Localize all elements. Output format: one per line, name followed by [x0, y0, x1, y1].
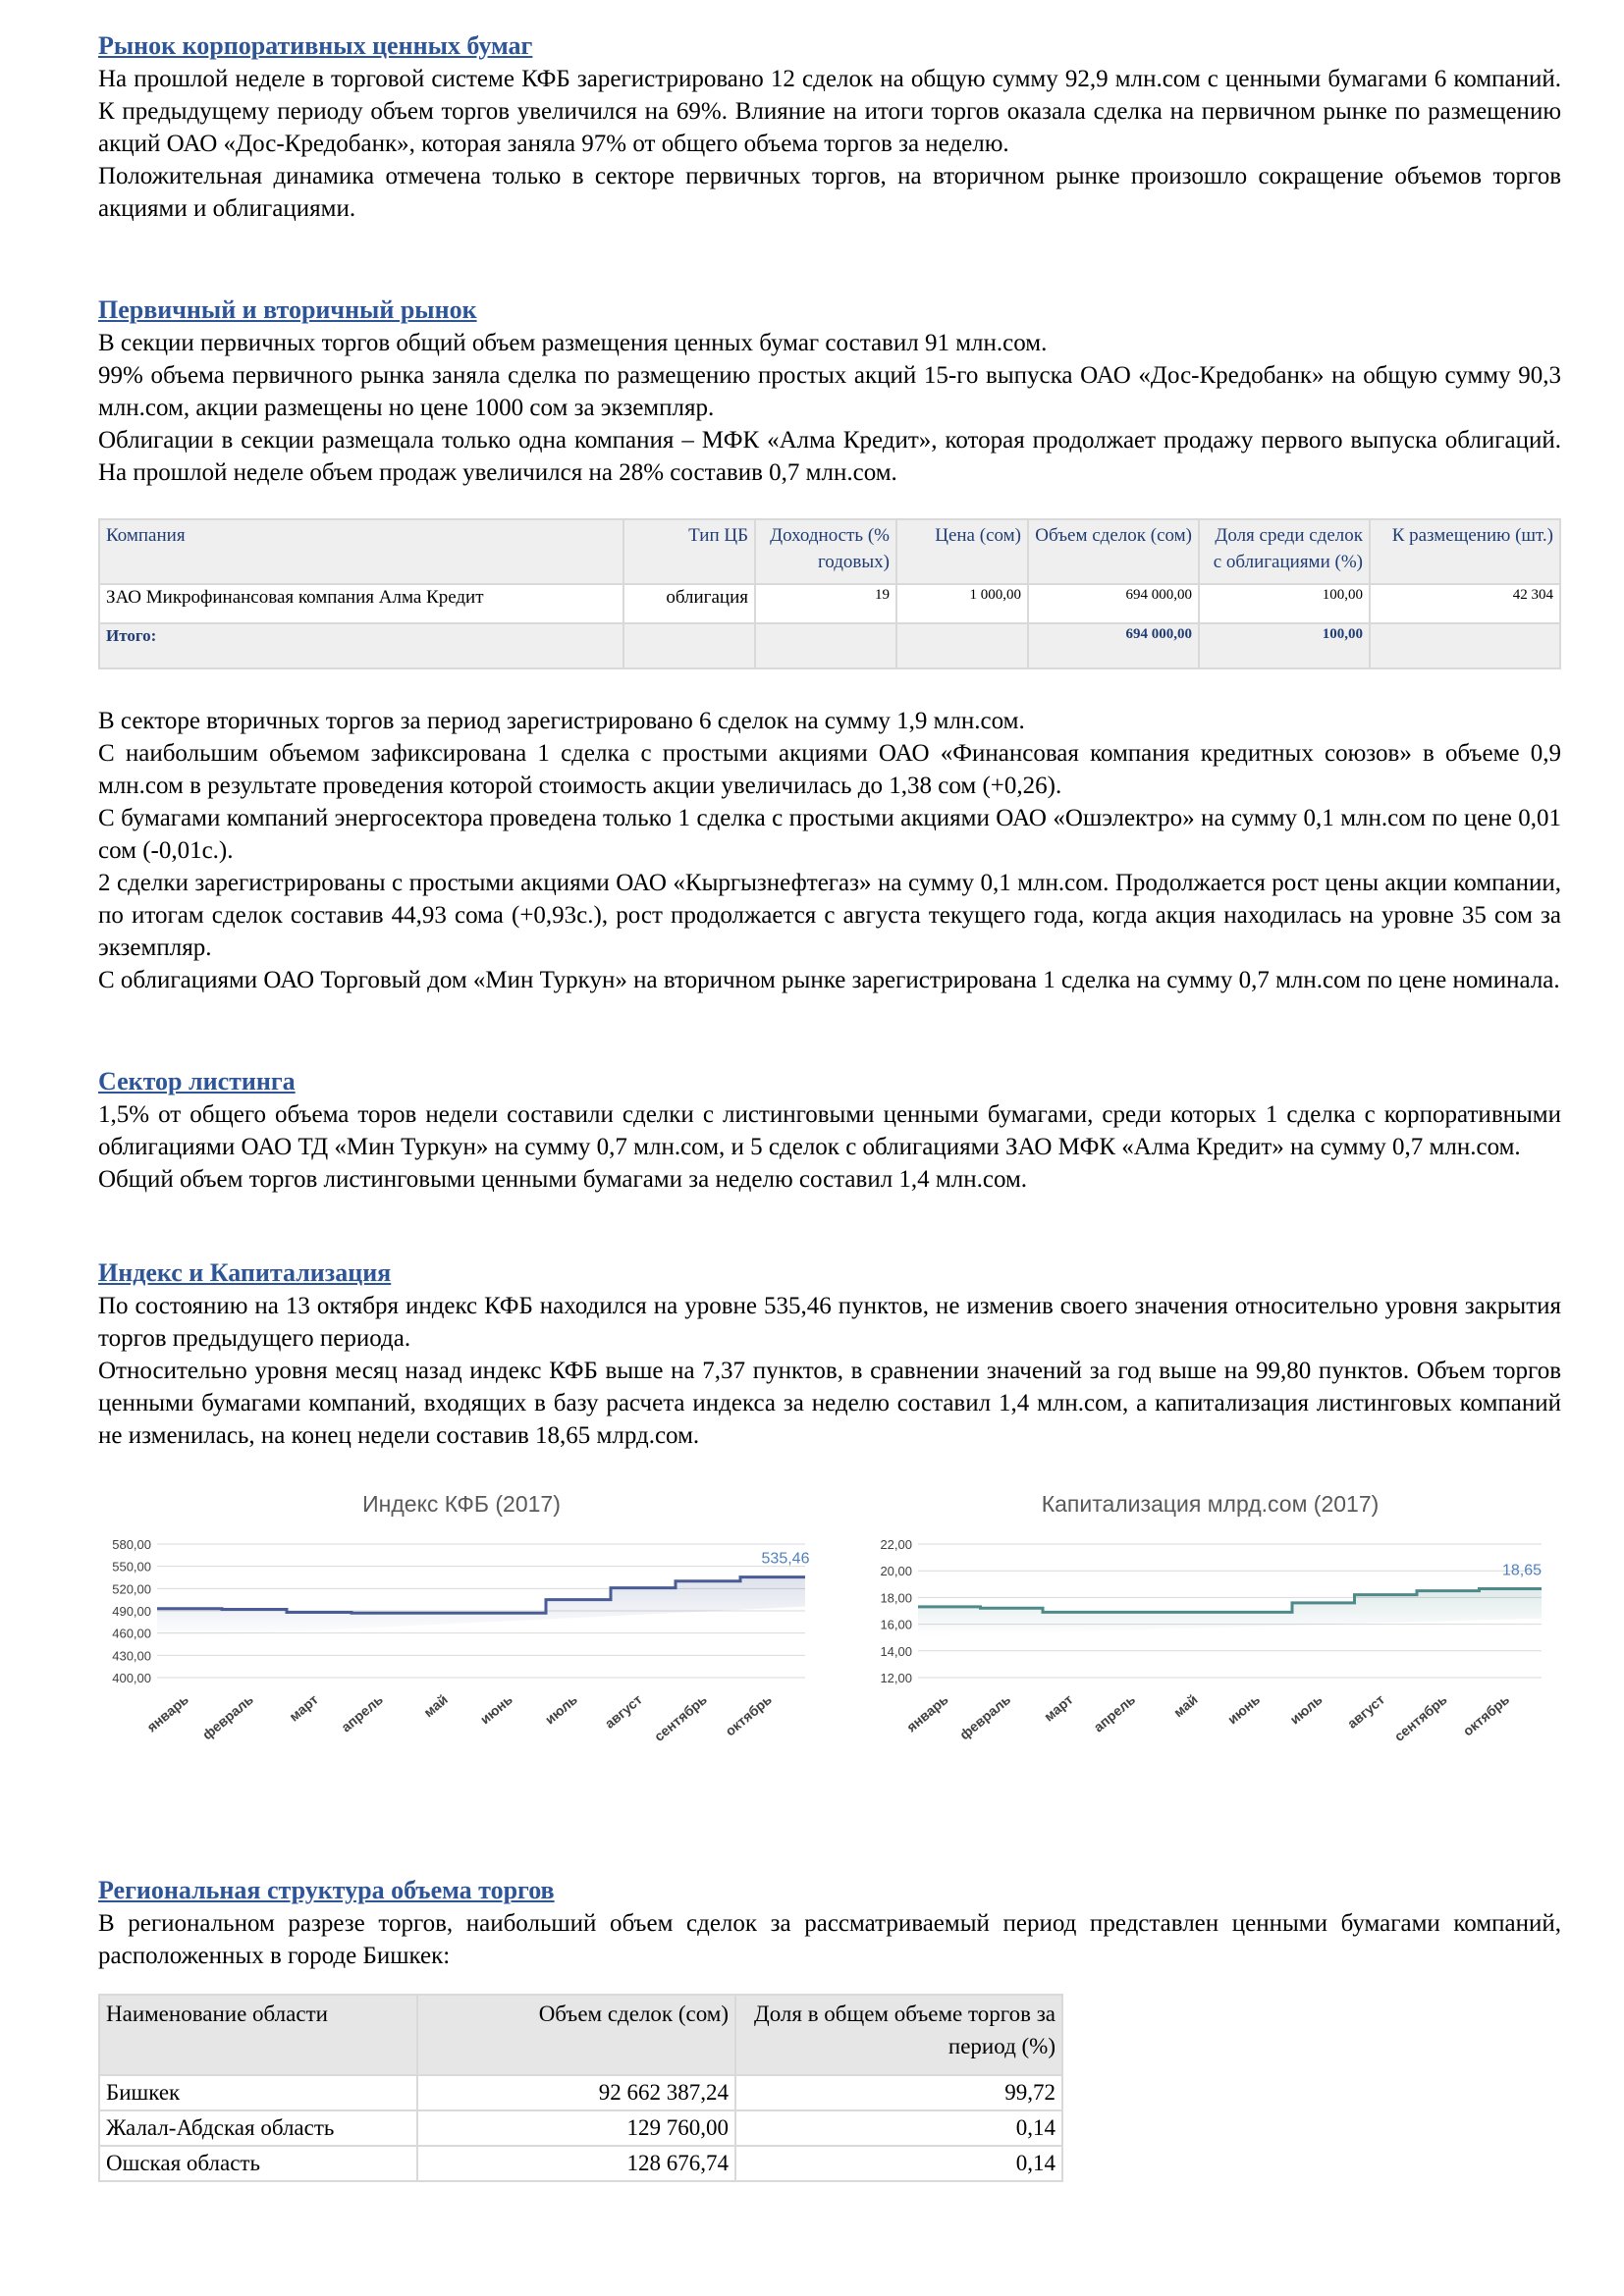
- x-tick-label: январь: [903, 1691, 951, 1735]
- table-cell: 128 676,74: [417, 2146, 735, 2181]
- table-cell: Итого:: [99, 623, 623, 668]
- table-row: [99, 2146, 1062, 2181]
- x-tick-label: июль: [1286, 1691, 1326, 1728]
- table-cell: ЗАО Микрофинансовая компания Алма Кредит: [99, 584, 623, 623]
- y-tick-label: 430,00: [112, 1648, 151, 1664]
- x-tick-label: август: [601, 1691, 645, 1732]
- table-cell: Ошская область: [99, 2146, 417, 2181]
- y-tick-label: 18,00: [880, 1590, 912, 1606]
- paragraph: 2 сделки зарегистрированы с простыми акциями ОАО «Кыргызнефтегаз» на сумму 0,1 млн.сом. Продолжается рост цены акции компании, по итогам сделок составив 44,93 сома (+0,93с.), рост продолжается с августа текущего года, когда акция находилась на уровне 35 сом за экземпляр.: [98, 870, 1561, 961]
- table-cell: 42 304: [1370, 584, 1560, 623]
- table-row: [99, 584, 1560, 623]
- table-cell: Бишкек: [99, 2075, 417, 2110]
- section-title: Сектор листинга: [98, 1067, 296, 1095]
- x-tick-label: сентябрь: [1390, 1691, 1450, 1744]
- x-tick-label: август: [1343, 1691, 1388, 1732]
- col-header: Компания: [99, 519, 623, 584]
- table-cell: [1370, 623, 1560, 668]
- paragraph: Облигации в секции размещала только одна компания – МФК «Алма Кредит», которая продолжает продажу первого выпуска облигаций. На прошлой неделе объем продаж увеличился на 28% составив 0,7 млн.сом.: [98, 427, 1561, 486]
- x-tick-label: март: [1040, 1691, 1076, 1725]
- table-cell: [623, 623, 755, 668]
- table-cell: 99,72: [735, 2075, 1062, 2110]
- y-tick-label: 14,00: [880, 1643, 912, 1659]
- paragraph: Общий объем торгов листинговыми ценными бумагами за неделю составил 1,4 млн.сом.: [98, 1166, 1028, 1193]
- col-header: Доля среди сделок с облигациями (%): [1199, 519, 1370, 584]
- x-tick-label: февраль: [956, 1691, 1014, 1743]
- paragraph: С облигациями ОАО Торговый дом «Мин Туркун» на вторичном рынке зарегистрирована 1 сделка на сумму 0,7 млн.сом по цене номинала.: [98, 967, 1560, 993]
- last-value-label: 535,46: [761, 1550, 810, 1568]
- section-corporate-market: [98, 29, 1561, 225]
- col-header: Доходность (% годовых): [755, 519, 896, 584]
- charts-row: [98, 1491, 1561, 1815]
- table-cell: 100,00: [1199, 584, 1370, 623]
- section-title: Региональная структура объема торгов: [98, 1876, 555, 1904]
- index-chart-svg: [98, 1530, 825, 1815]
- section-title: Рынок корпоративных ценных бумаг: [98, 31, 533, 60]
- series-shadow: [157, 1577, 805, 1638]
- x-tick-label: октябрь: [722, 1691, 775, 1739]
- col-header: Доля в общем объеме торгов за период (%): [735, 1995, 1062, 2075]
- chart-title: Индекс КФБ (2017): [362, 1491, 561, 1517]
- x-tick-label: июнь: [1224, 1691, 1264, 1728]
- x-tick-label: июнь: [476, 1691, 515, 1728]
- document-page: [98, 29, 1561, 2182]
- y-tick-label: 20,00: [880, 1564, 912, 1579]
- paragraph: В региональном разрезе торгов, наибольший объем сделок за рассматриваемый период представлен ценными бумагами компаний, расположенных в городе Бишкек:: [98, 1910, 1561, 1969]
- y-tick-label: 550,00: [112, 1559, 151, 1575]
- y-tick-label: 460,00: [112, 1626, 151, 1641]
- table-cell: 19: [755, 584, 896, 623]
- y-tick-label: 16,00: [880, 1617, 912, 1632]
- col-header: Тип ЦБ: [623, 519, 755, 584]
- col-header: Объем сделок (сом): [1028, 519, 1199, 584]
- table-total-row: [99, 623, 1560, 668]
- paragraph: По состоянию на 13 октября индекс КФБ находился на уровне 535,46 пунктов, не изменив своего значения относительно уровня закрытия торгов предыдущего периода.: [98, 1293, 1561, 1352]
- paragraph: С наибольшим объемом зафиксирована 1 сделка с простыми акциями ОАО «Финансовая компания кредитных союзов» в объеме 0,9 млн.сом в результате проведения которой стоимость акции увеличилась до 1,38 сом (+0,26).: [98, 740, 1561, 799]
- table-row: [99, 2110, 1062, 2146]
- x-tick-label: февраль: [198, 1691, 256, 1743]
- paragraph: С бумагами компаний энергосектора проведена только 1 сделка с простыми акциями ОАО «Ошэлектро» на сумму 0,1 млн.сом по цене 0,01 сом (-0,01с.).: [98, 805, 1561, 864]
- paragraph: Положительная динамика отмечена только в секторе первичных торгов, на вторичном рынке произошло сокращение объемов торгов акциями и облигациями.: [98, 163, 1561, 222]
- x-tick-label: январь: [143, 1691, 191, 1735]
- section-index-capitalization: [98, 1256, 1561, 1452]
- y-tick-label: 400,00: [112, 1671, 151, 1685]
- last-value-label: 18,65: [1501, 1562, 1543, 1579]
- x-tick-label: май: [1170, 1691, 1201, 1721]
- table-cell: [755, 623, 896, 668]
- y-tick-label: 520,00: [112, 1581, 151, 1597]
- capitalization-chart: [859, 1491, 1561, 1815]
- table-cell: Жалал-Абдская область: [99, 2110, 417, 2146]
- y-tick-label: 22,00: [880, 1537, 912, 1552]
- col-header: К размещению (шт.): [1370, 519, 1560, 584]
- y-tick-label: 12,00: [880, 1671, 912, 1685]
- paragraph: На прошлой неделе в торговой системе КФБ зарегистрировано 12 сделок на общую сумму 92,9 млн.сом с ценными бумагами 6 компаний. К предыдущему периоду объем торгов увеличился на 69%. Влияние на итоги торгов оказала сделка на первичном рынке по размещению акций ОАО «Дос-Кредобанк», которая заняла 97% от общего объема торгов за неделю.: [98, 66, 1561, 157]
- col-header: Цена (сом): [896, 519, 1028, 584]
- col-header: Объем сделок (сом): [417, 1995, 735, 2075]
- paragraph: В секции первичных торгов общий объем размещения ценных бумаг составил 91 млн.сом.: [98, 330, 1048, 356]
- x-tick-label: октябрь: [1459, 1691, 1513, 1739]
- table-cell: 694 000,00: [1028, 584, 1199, 623]
- x-tick-label: май: [420, 1691, 451, 1721]
- paragraph: Относительно уровня месяц назад индекс КФБ выше на 7,37 пунктов, в сравнении значений за год выше на 99,80 пунктов. Объем торгов ценными бумагами компаний, входящих в базу расчета индекса за неделю составил 1,4 млн.сом, а капитализация листинговых компаний не изменилась, на конец недели составив 18,65 млрд.сом.: [98, 1358, 1561, 1449]
- table-cell: 129 760,00: [417, 2110, 735, 2146]
- x-tick-label: март: [286, 1691, 321, 1725]
- table-cell: 0,14: [735, 2146, 1062, 2181]
- table-cell: 0,14: [735, 2110, 1062, 2146]
- capitalization-chart-svg: [859, 1530, 1561, 1815]
- table-cell: облигация: [623, 584, 755, 623]
- x-tick-label: апрель: [338, 1691, 386, 1735]
- paragraph: В секторе вторичных торгов за период зарегистрировано 6 сделок на сумму 1,9 млн.сом.: [98, 708, 1025, 734]
- section-title: Индекс и Капитализация: [98, 1258, 392, 1287]
- y-tick-label: 580,00: [112, 1537, 151, 1552]
- paragraph: 1,5% от общего объема торов недели составили сделки с листинговыми ценными бумагами, среди которых 1 сделка с корпоративными облигациями ОАО ТД «Мин Туркун» на сумму 0,7 млн.сом, и 5 сделок с облигациями ЗАО МФК «Алма Кредит» на сумму 0,7 млн.сом.: [98, 1101, 1561, 1160]
- primary-market-table: [98, 518, 1561, 669]
- section-regional: [98, 1874, 1561, 2182]
- section-title: Первичный и вторичный рынок: [98, 295, 477, 324]
- table-cell: 100,00: [1199, 623, 1370, 668]
- table-cell: 1 000,00: [896, 584, 1028, 623]
- table-row: [99, 2075, 1062, 2110]
- table-cell: 92 662 387,24: [417, 2075, 735, 2110]
- table-cell: 694 000,00: [1028, 623, 1199, 668]
- regional-table: [98, 1994, 1063, 2182]
- section-primary-secondary: [98, 294, 1561, 996]
- chart-title: Капитализация млрд.сом (2017): [1041, 1491, 1380, 1517]
- col-header: Наименование области: [99, 1995, 417, 2075]
- x-tick-label: сентябрь: [650, 1691, 710, 1744]
- x-tick-label: апрель: [1090, 1691, 1139, 1735]
- x-tick-label: июль: [541, 1691, 580, 1728]
- index-chart: [98, 1491, 825, 1815]
- table-cell: [896, 623, 1028, 668]
- y-tick-label: 490,00: [112, 1604, 151, 1619]
- section-listing: [98, 1065, 1561, 1196]
- paragraph: 99% объема первичного рынка заняла сделка по размещению простых акций 15-го выпуска ОАО «Дос-Кредобанк» на общую сумму 90,3 млн.сом, акции размещены но цене 1000 сом за экземпляр.: [98, 362, 1561, 421]
